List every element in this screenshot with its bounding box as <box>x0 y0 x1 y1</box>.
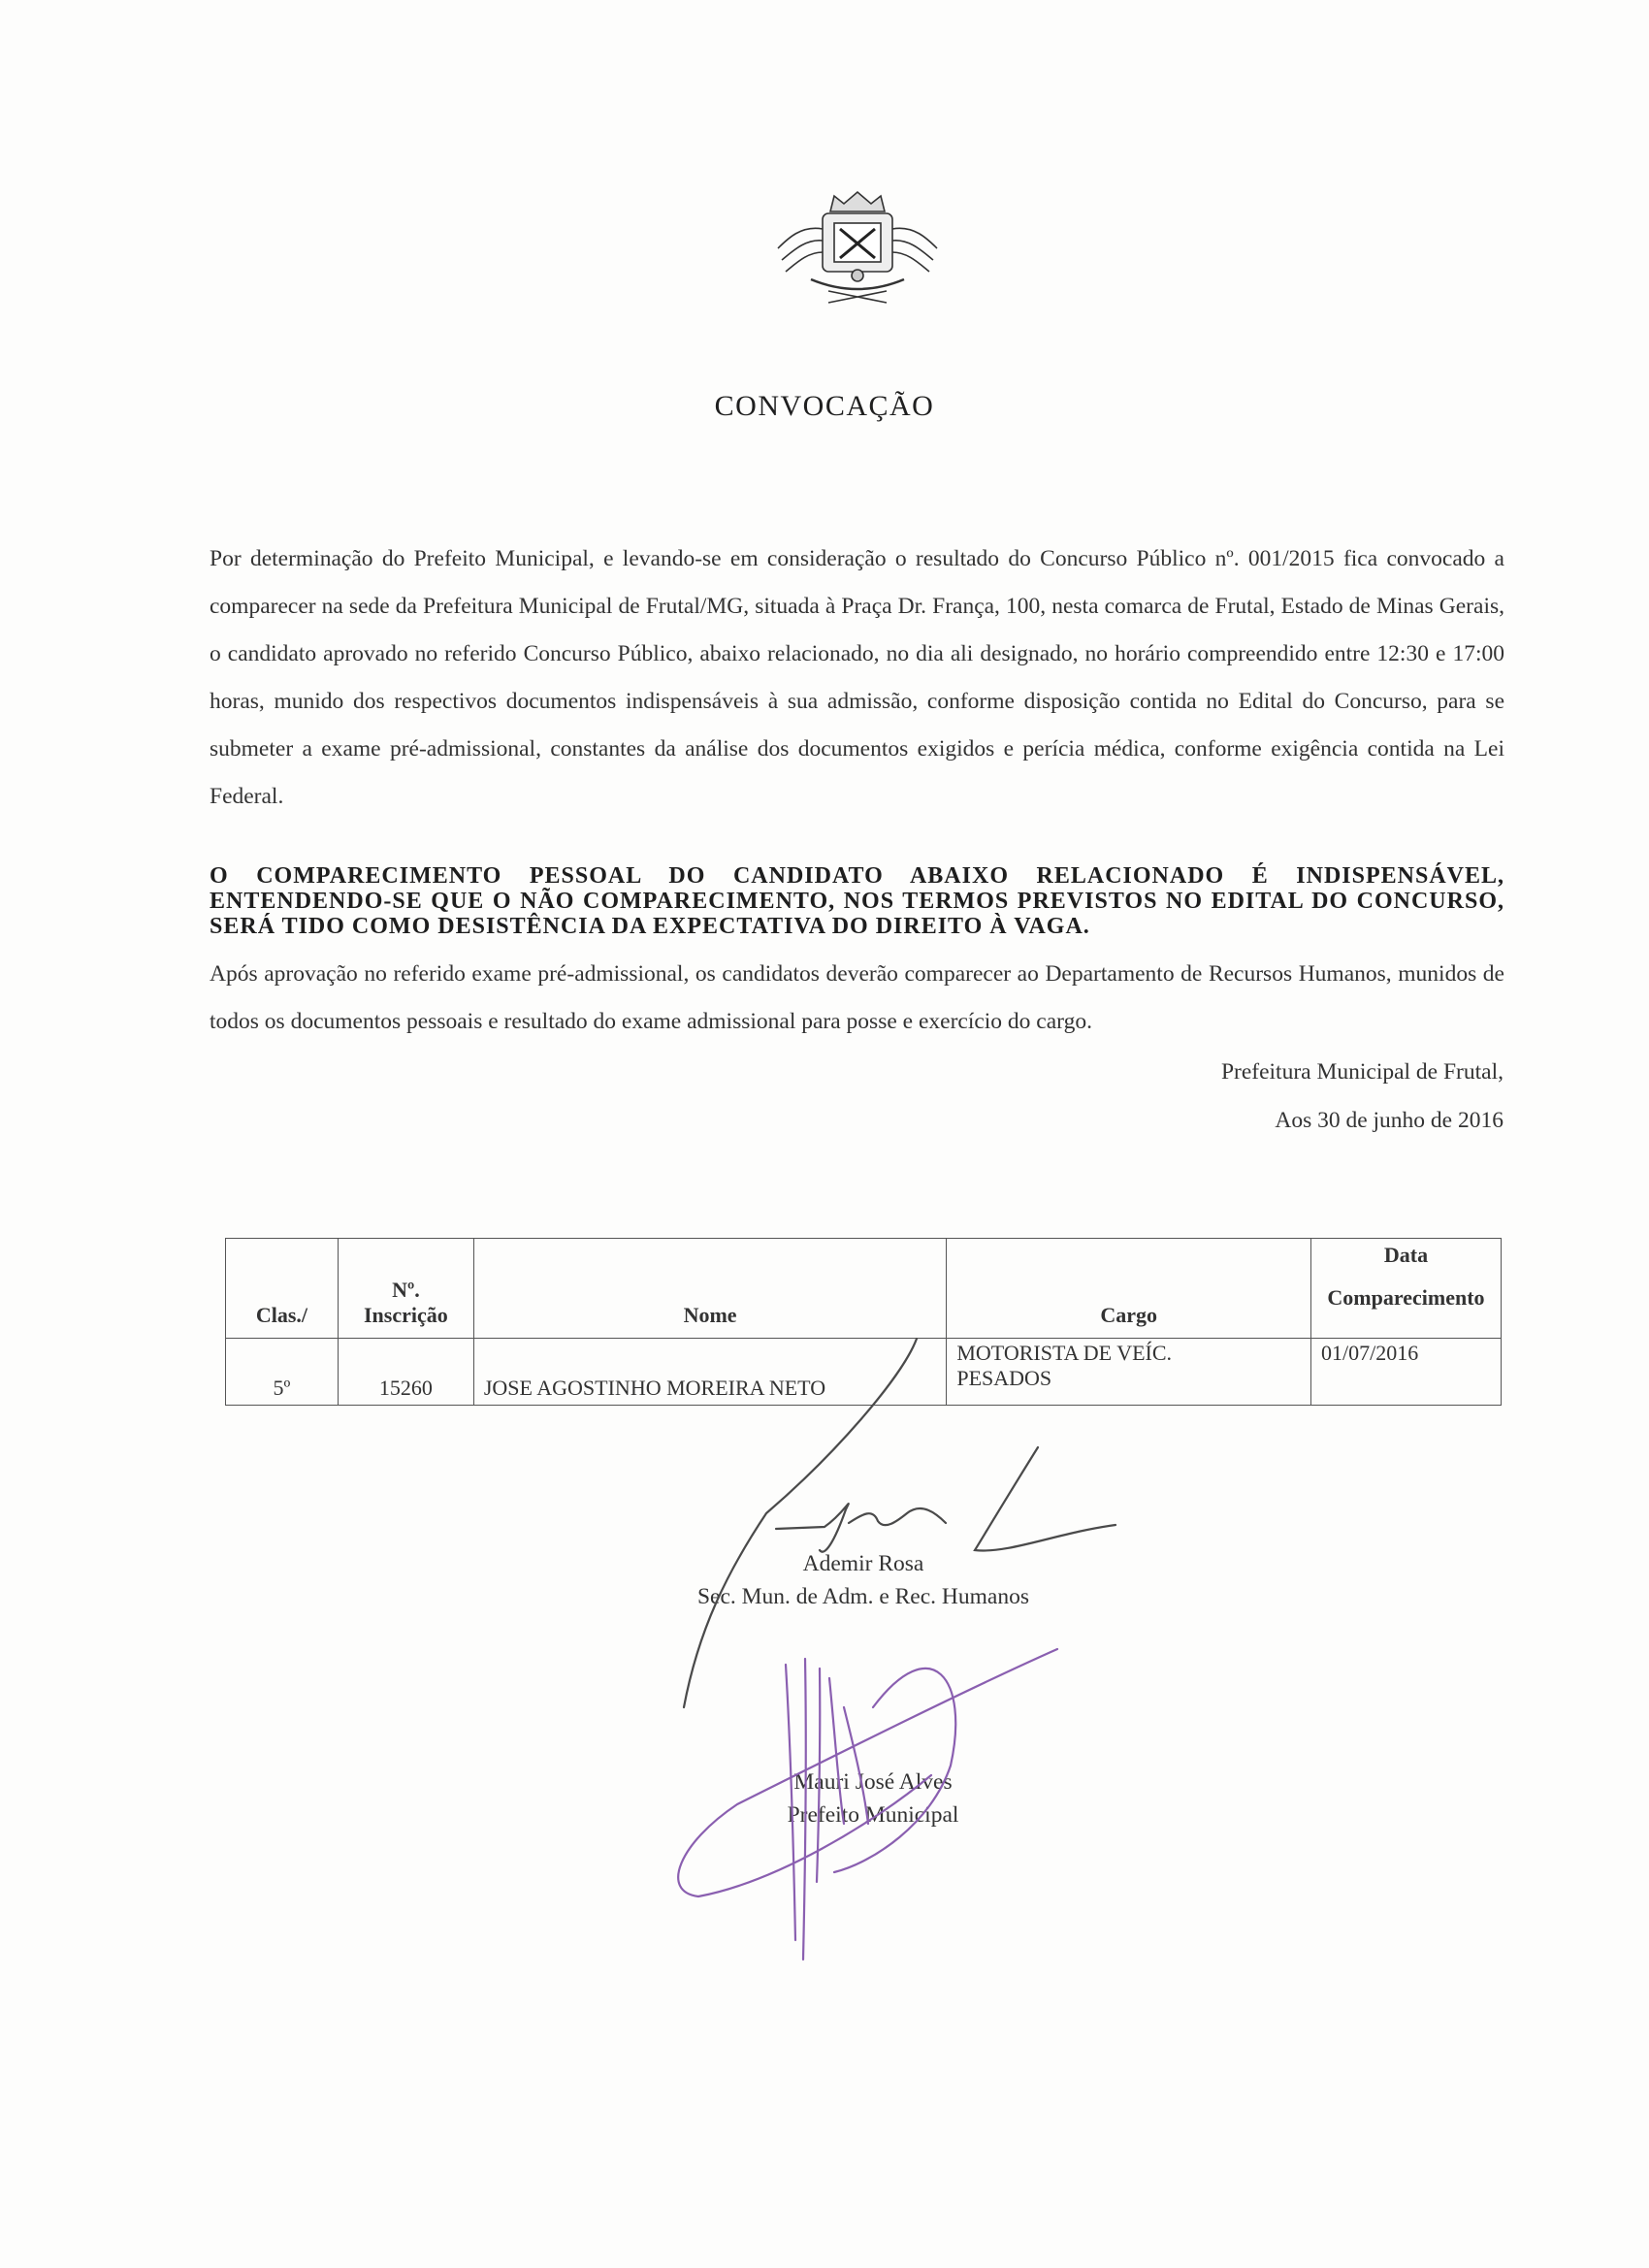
header-data <box>1310 1239 1501 1339</box>
cell-inscricao: 15260 <box>338 1339 473 1406</box>
signatory-name: Ademir Rosa <box>802 1551 924 1576</box>
candidate-table <box>225 1238 1502 1406</box>
post-exam-paragraph <box>210 951 1504 1046</box>
cell-cargo <box>947 1339 1311 1406</box>
cell-cargo-line1: MOTORISTA DE VEÍC. <box>956 1341 1173 1365</box>
post-exam-paragraph-text: Após aprovação no referido exame pré-admissional, os candidatos deverão comparecer ao Departamento de Recursos Humanos, munidos de todos os documentos pessoais e resultado do exame admissional para posse e exercício do cargo. <box>210 961 1504 1034</box>
municipal-coat-of-arms-icon <box>772 190 943 305</box>
table-header-row <box>226 1239 1502 1339</box>
header-data-line2: Comparecimento <box>1327 1285 1485 1310</box>
closing-place: Prefeitura Municipal de Frutal, <box>1220 1059 1504 1085</box>
header-clas: Clas./ <box>226 1239 339 1339</box>
signature-block-hr <box>572 1547 1154 1613</box>
signatory-name: Mauri José Alves <box>793 1769 953 1795</box>
closing-date: Aos 30 de junho de 2016 <box>1275 1108 1504 1133</box>
cell-clas: 5º <box>226 1339 339 1406</box>
header-data-line1: Data <box>1383 1243 1429 1267</box>
header-cargo: Cargo <box>947 1239 1311 1339</box>
header-nome: Nome <box>473 1239 946 1339</box>
cell-data: 01/07/2016 <box>1310 1339 1501 1406</box>
header-inscricao-line1: Nº. <box>392 1278 420 1302</box>
table-row <box>226 1339 1502 1406</box>
document-title: CONVOCAÇÃO <box>714 390 935 422</box>
mandatory-attendance-notice: O COMPARECIMENTO PESSOAL DO CANDIDATO ABAIXO RELACIONADO É INDISPENSÁVEL, ENTENDENDO-SE QUE O NÃO COMPARECIMENTO, NOS TERMOS PREVISTOS NO EDITAL DO CONCURSO, SERÁ TIDO COMO DESISTÊNCIA DA EXPECTATIVA DO DIREITO À VAGA. <box>210 863 1504 939</box>
header-inscricao-line2: Inscrição <box>364 1303 448 1327</box>
header-inscricao <box>338 1239 473 1339</box>
main-paragraph-text: Por determinação do Prefeito Municipal, e levando-se em consideração o resultado do Concurso Público nº. 001/2015 fica convocado a comparecer na sede da Prefeitura Municipal de Frutal/MG, situada à Praça Dr. França, 100, nesta comarca de Frutal, Estado de Minas Gerais, o candidato aprovado no referido Concurso Público, abaixo relacionado, no dia ali designado, no horário compreendido entre 12:30 e 17:00 horas, munido dos respectivos documentos indispensáveis à sua admissão, conforme disposição contida no Edital do Concurso, para se submeter a exame pré-admissional, constantes da análise dos documentos exigidos e perícia médica, conforme exigência contida na Lei Federal. <box>210 546 1504 809</box>
signature-block-mayor <box>669 1766 1077 1831</box>
cell-nome: JOSE AGOSTINHO MOREIRA NETO <box>473 1339 946 1406</box>
signatory-role: Sec. Mun. de Adm. e Rec. Humanos <box>696 1584 1029 1609</box>
signatory-role: Prefeito Municipal <box>787 1802 959 1828</box>
closing-block <box>1221 1048 1504 1145</box>
main-paragraph <box>210 535 1504 821</box>
cell-cargo-line2: PESADOS <box>956 1366 1052 1390</box>
